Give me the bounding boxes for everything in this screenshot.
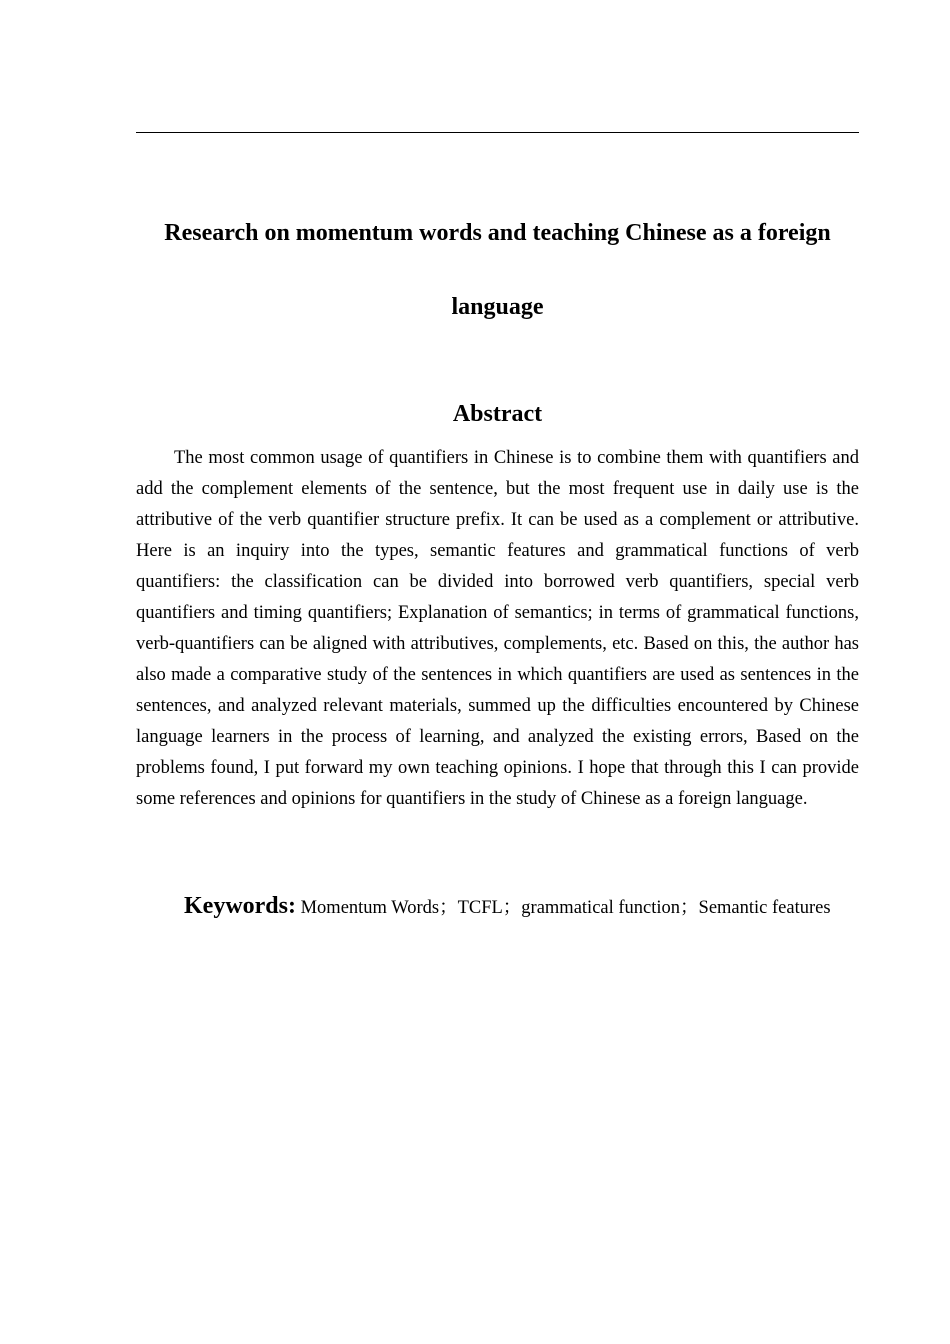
header-rule bbox=[136, 132, 859, 133]
document-title: Research on momentum words and teaching Chinese as a foreign language bbox=[164, 220, 831, 320]
keywords-line bbox=[184, 886, 874, 928]
abstract-heading: Abstract bbox=[452, 401, 543, 427]
keywords-values: Momentum Words；TCFL；grammatical function；Semantic features bbox=[300, 898, 831, 918]
keywords-label: Keywords: bbox=[184, 893, 296, 919]
abstract-body: The most common usage of quantifiers in Chinese is to combine them with quantifiers and add the complement elements of the sentence, but the most frequent use in daily use is the attributive of the verb quantifier structure prefix. It can be used as a complement or attributive. Here is an inquiry into the types, semantic features and grammatical functions of verb quantifiers: the classification can be divided into borrowed verb quantifiers, special verb quantifiers and timing quantifiers; Explanation of semantics; in terms of grammatical functions, verb-quantifiers can be aligned with attributives, complements, etc. Based on this, the author has also made a comparative study of the sentences in which quantifiers are used as sentences in the sentences, and analyzed relevant materials, summed up the difficulties encountered by Chinese language learners in the process of learning, and analyzed the existing errors, Based on the problems found, I put forward my own teaching opinions. I hope that through this I can provide some references and opinions for quantifiers in the study of Chinese as a foreign language. bbox=[136, 448, 859, 809]
